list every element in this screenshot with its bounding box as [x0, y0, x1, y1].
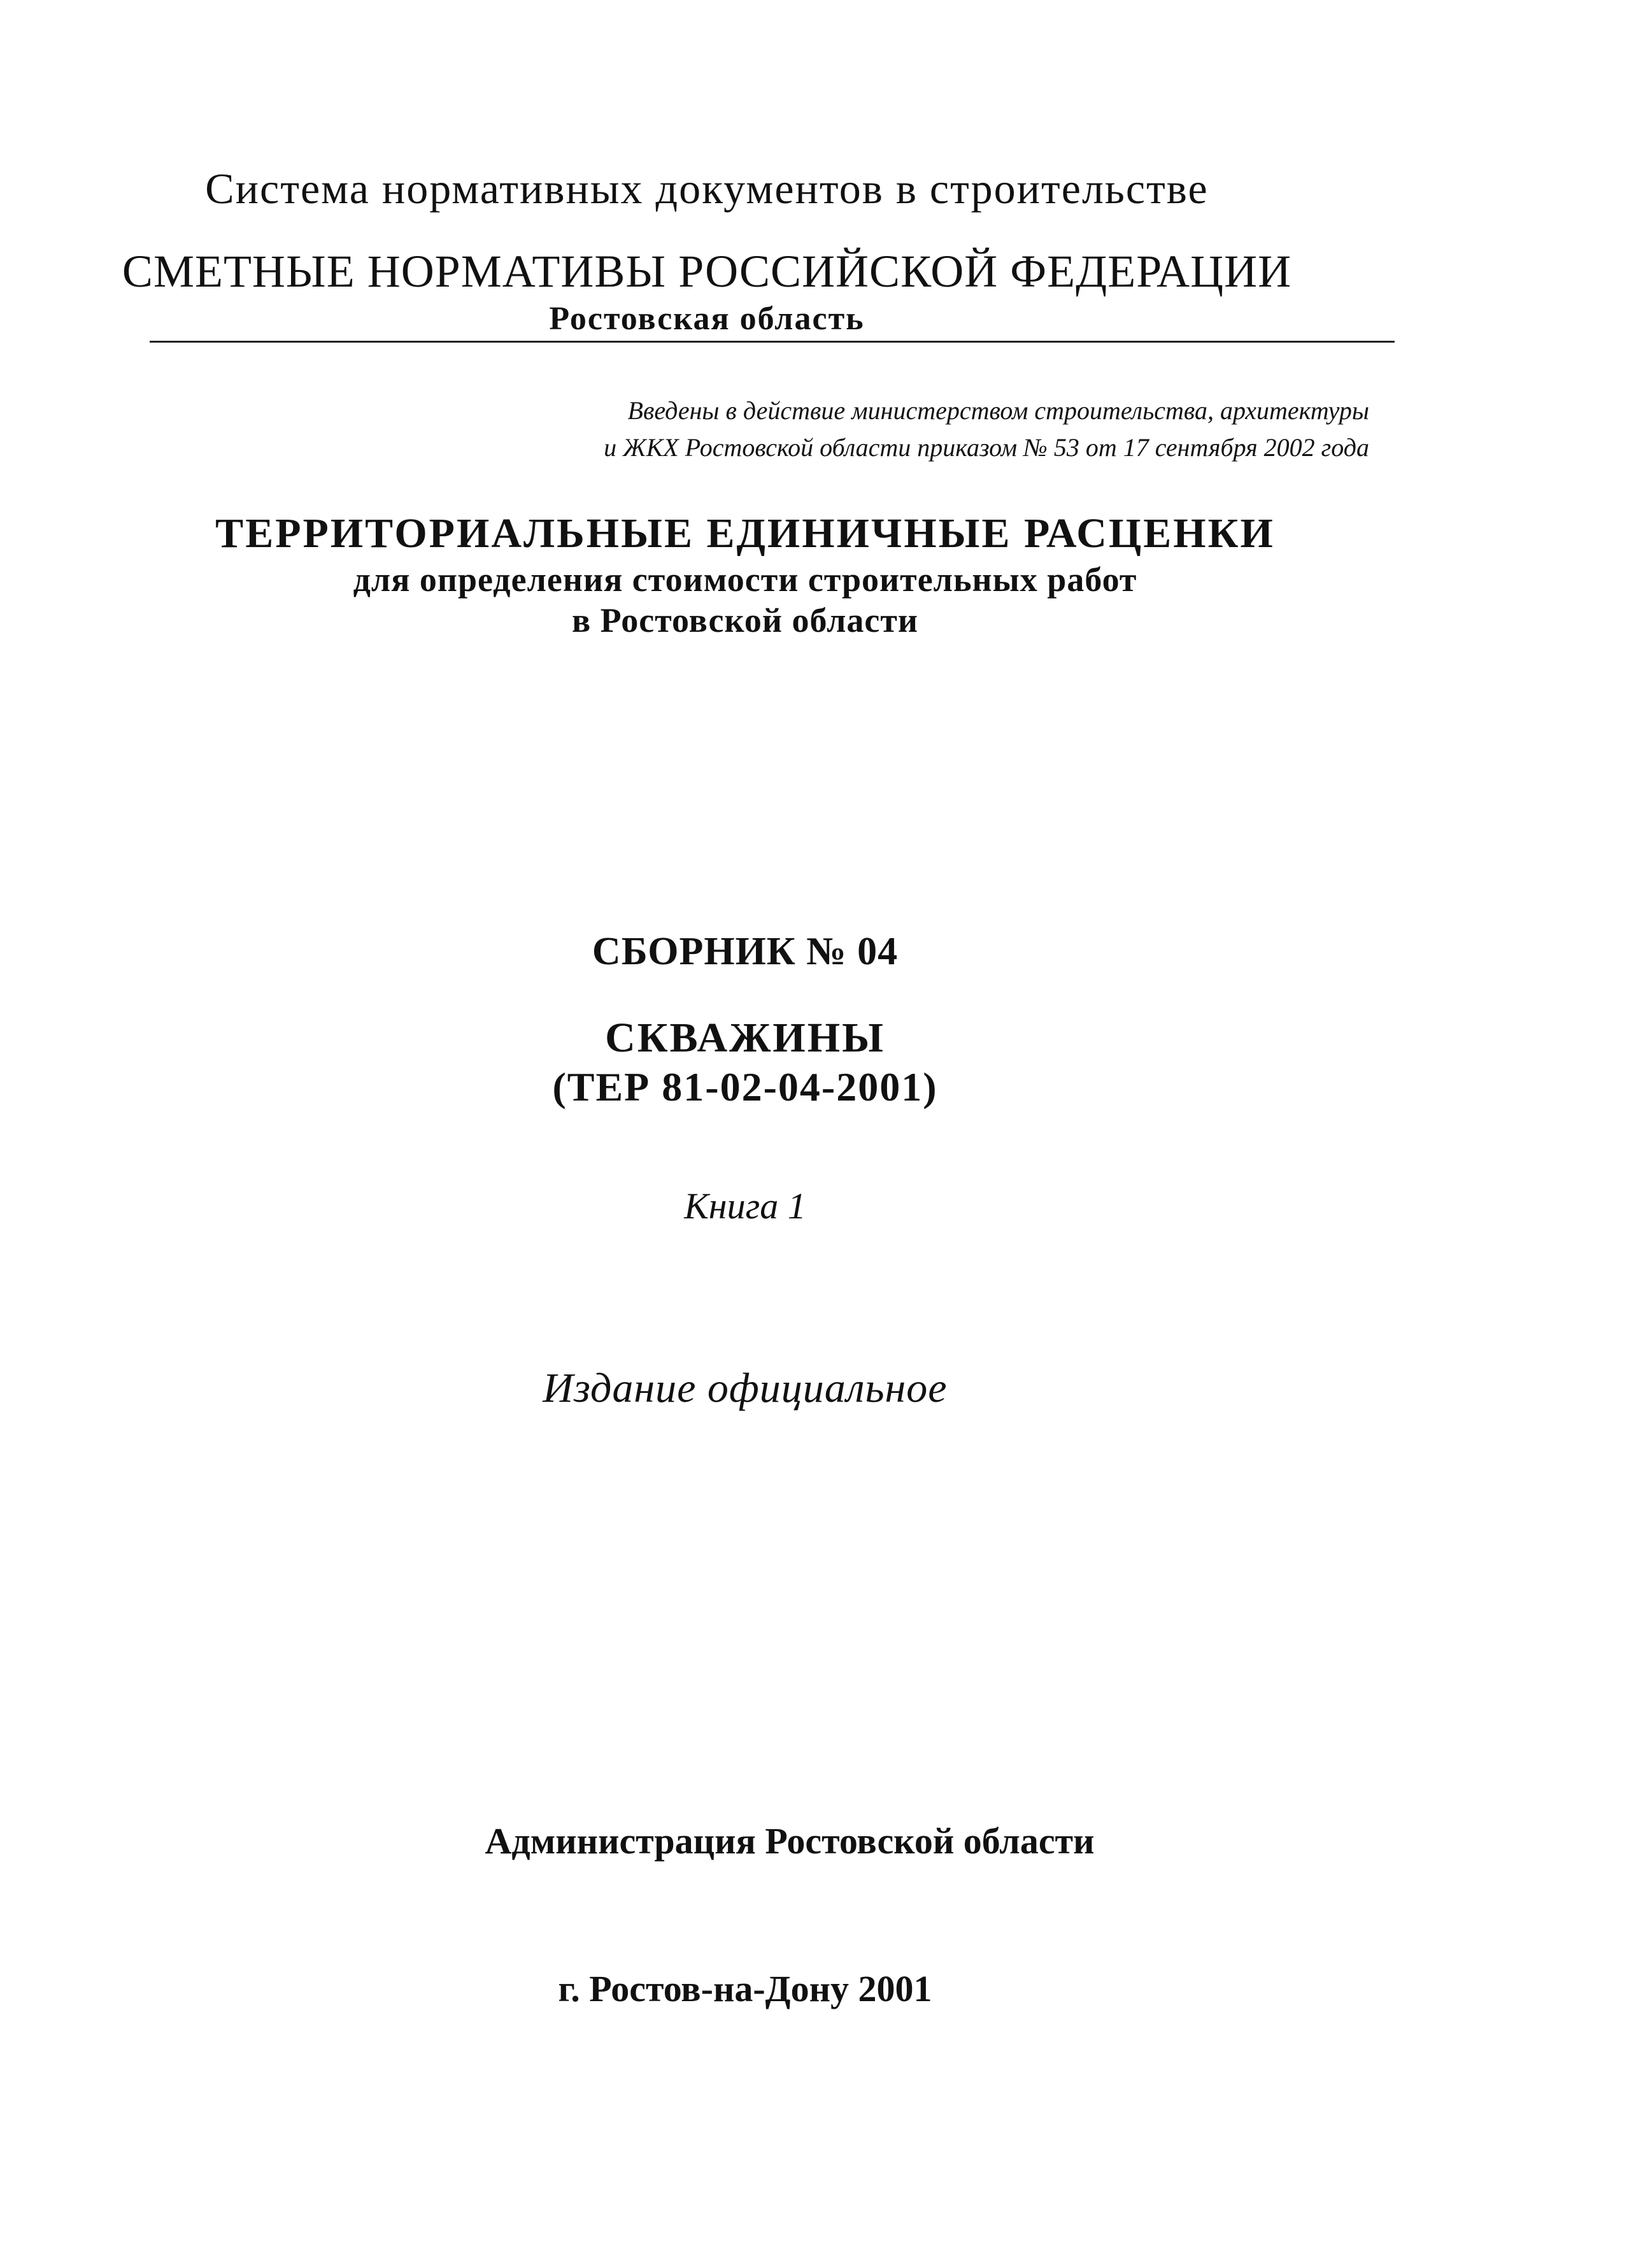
enactment-note-line-1: Введены в действие министерством строительства, архитектуры	[627, 396, 1369, 425]
collection-name: СКВАЖИНЫ	[605, 1015, 885, 1061]
imprint-place-year: г. Ростов-на-Дону 2001	[558, 1968, 932, 2009]
enactment-note-line-2: и ЖКХ Ростовской области приказом № 53 от 17 сентября 2002 года	[604, 433, 1369, 462]
series-title: СМЕТНЫЕ НОРМАТИВЫ РОССИЙСКОЙ ФЕДЕРАЦИИ	[122, 246, 1292, 297]
system-title: Система нормативных документов в строительстве	[205, 164, 1209, 213]
header-divider	[150, 341, 1395, 343]
publisher-name: Администрация Ростовской области	[485, 1820, 1095, 1862]
document-subtitle-line-2: в Ростовской области	[571, 601, 919, 639]
document-title: ТЕРРИТОРИАЛЬНЫЕ ЕДИНИЧНЫЕ РАСЦЕНКИ	[215, 510, 1275, 557]
book-label: Книга 1	[684, 1185, 806, 1227]
region-title: Ростовская область	[549, 301, 865, 337]
edition-label: Издание официальное	[543, 1365, 948, 1411]
collection-number: СБОРНИК № 04	[592, 930, 899, 973]
collection-code: (ТЕР 81-02-04-2001)	[552, 1064, 938, 1109]
document-subtitle-line-1: для определения стоимости строительных работ	[353, 560, 1137, 599]
